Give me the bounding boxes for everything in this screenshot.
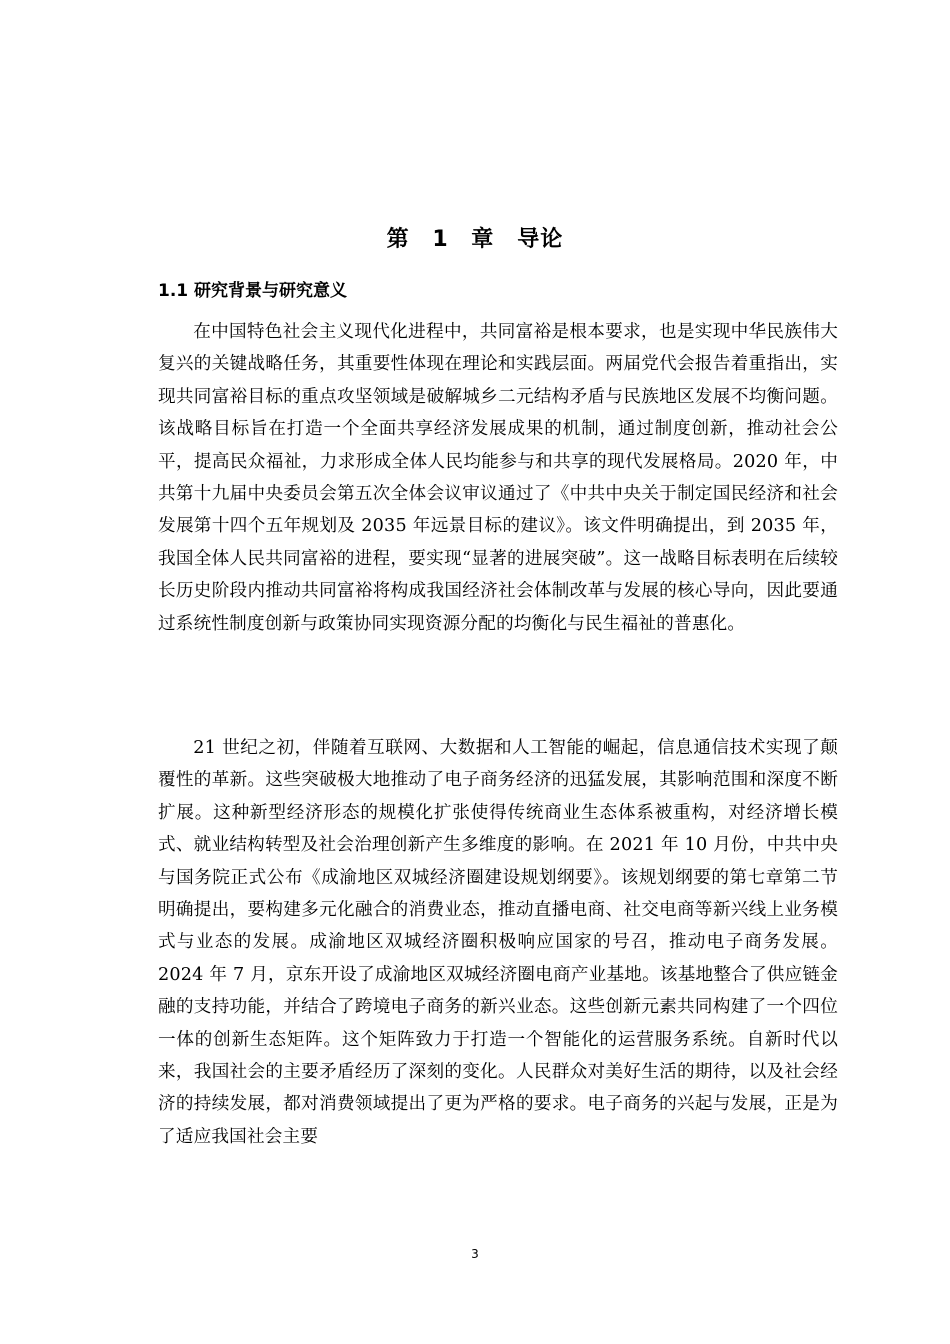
body-paragraph-2: 21 世纪之初，伴随着互联网、大数据和人工智能的崛起，信息通信技术实现了颠覆性的革新。这些突破极大地推动了电子商务经济的迅猛发展，其影响范围和深度不断扩展。这种新型经济形态的规模化扩张使得传统商业生态体系被重构，对经济增长模式、就业结构转型及社会治理创新产生多维度的影响。在 2021 年 10 月份，中共中央与国务院正式公布《成渝地区双城经济圈建设规划纲要》。该规划纲要的第七章第二节明确提出，要构建多元化融合的消费业态，推动直播电商、社交电商等新兴线上业务模式与业态的发展。成渝地区双城经济圈积极响应国家的号召，推动电子商务发展。2024 年 7 月，京东开设了成渝地区双城经济圈电商产业基地。该基地整合了供应链金融的支持功能，并结合了跨境电子商务的新兴业态。这些创新元素共同构建了一个四位一体的创新生态矩阵。这个矩阵致力于打造一个智能化的运营服务系统。自新时代以来，我国社会的主要矛盾经历了深刻的变化。人民群众对美好生活的期待，以及社会经济的持续发展，都对消费领域提出了更为严格的要求。电子商务的兴起与发展，正是为了适应我国社会主要 (158, 738, 838, 1147)
page-number: 3 (471, 1247, 479, 1261)
body-paragraph-1: 在中国特色社会主义现代化进程中，共同富裕是根本要求，也是实现中华民族伟大复兴的关键战略任务，其重要性体现在理论和实践层面。两届党代会报告着重指出，实现共同富裕目标的重点攻坚领域是破解城乡二元结构矛盾与民族地区发展不均衡问题。该战略目标旨在打造一个全面共享经济发展成果的机制，通过制度创新，推动社会公平，提高民众福祉，力求形成全体人民均能参与和共享的现代发展格局。2020 年，中共第十九届中央委员会第五次全体会议审议通过了《中共中央关于制定国民经济和社会发展第十四个五年规划及 2035 年远景目标的建议》。该文件明确提出，到 2035 年，我国全体人民共同富裕的进程，要实现“显著的进展突破”。这一战略目标表明在后续较长历史阶段内推动共同富裕将构成我国经济社会体制改革与发展的核心导向，因此要通过系统性制度创新与政策协同实现资源分配的均衡化与民生福祉的普惠化。 (158, 322, 838, 634)
section-heading: 1.1 研究背景与研究意义 (158, 281, 348, 301)
chapter-title: 第 1 章 导论 (386, 227, 564, 252)
